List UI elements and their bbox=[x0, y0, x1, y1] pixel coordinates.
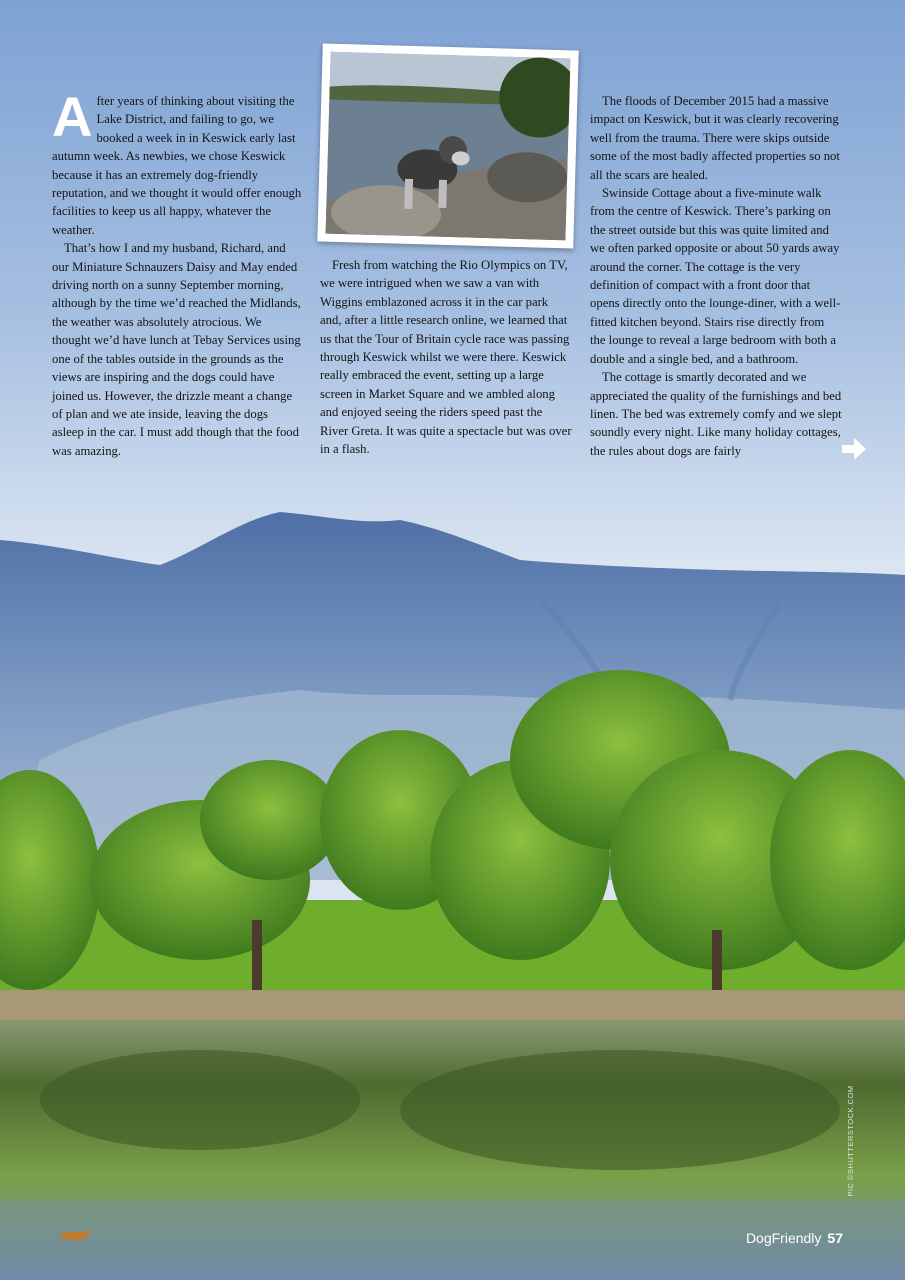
article-paragraph: The floods of December 2015 had a massive impact on Keswick, but it was clearly recovering well from the trauma. There were skips outside some of the most badly affected properties so not all the scars are healed. bbox=[590, 94, 840, 182]
page-number: 57 bbox=[827, 1230, 843, 1246]
article-paragraph: After years of thinking about visiting the Lake District, and failing to go, we booked a week in in Keswick early last autumn week. As newbies, we chose Keswick because it has an extremely dog-friendly reputation, and we thought it would offer enough facilities to keep us all happy, whatever the weather. bbox=[52, 85, 302, 237]
page-footer bbox=[746, 1230, 843, 1246]
photo-credit: PIC ©SHUTTERSTOCK.COM bbox=[846, 1085, 855, 1197]
drop-cap: A bbox=[52, 85, 93, 148]
continue-arrow-icon bbox=[842, 438, 866, 460]
article-paragraph: The cottage is smartly decorated and we appreciated the quality of the furnishings and bed linen. The bed was extremely comfy and we slept soundly every night. Like many holiday cottages, the rules about dogs are fairly bbox=[590, 370, 842, 458]
brand-name: DogFriendly bbox=[745, 1230, 822, 1246]
article-column-2 bbox=[320, 256, 572, 458]
dog-logo-icon bbox=[56, 1228, 92, 1242]
article-paragraph: Fresh from watching the Rio Olympics on TV, we were intrigued when we saw a van with Wiggins emblazoned across it in the car park and, after a little research online, we learned that us that the Tour of Britain cycle race was passing through Keswick whilst we were there. Keswick really embraced the event, setting up a large screen in Market Square and we ambled along and enjoyed seeing the riders speed past the River Greta. It was quite a spectacle but was over in a flash. bbox=[320, 258, 572, 457]
article-paragraph: Swinside Cottage about a five-minute walk from the centre of Keswick. There’s parking on the street outside but this was quite limited and we often parked opposite or about 50 yards away around the corner. The cottage is the very definition of compact with a front door that opens directly onto the lounge-diner, with a well-fitted kitchen beyond. Stairs rise directly from the lounge to reveal a large bedroom with both a double and a single bed, and a bathroom. bbox=[590, 186, 841, 366]
schnauzer-on-rocks-image bbox=[326, 52, 571, 241]
article-column-3 bbox=[590, 92, 842, 460]
article-column-1 bbox=[52, 85, 302, 460]
dog-photo-inset bbox=[317, 43, 578, 248]
article-paragraph: That’s how I and my husband, Richard, and our Miniature Schnauzers Daisy and May ended driving north on a sunny September morning, although by the time we’d reached the Midlands, the weather was absolutely atrocious. We thought we’d have lunch at Tebay Services using one of the tables outside in the grounds as the views are inspiring and the dogs could have joined us. However, the drizzle meant a change of plan and we ate inside, leaving the dogs asleep in the car. I must add though that the food was amazing. bbox=[52, 241, 301, 458]
